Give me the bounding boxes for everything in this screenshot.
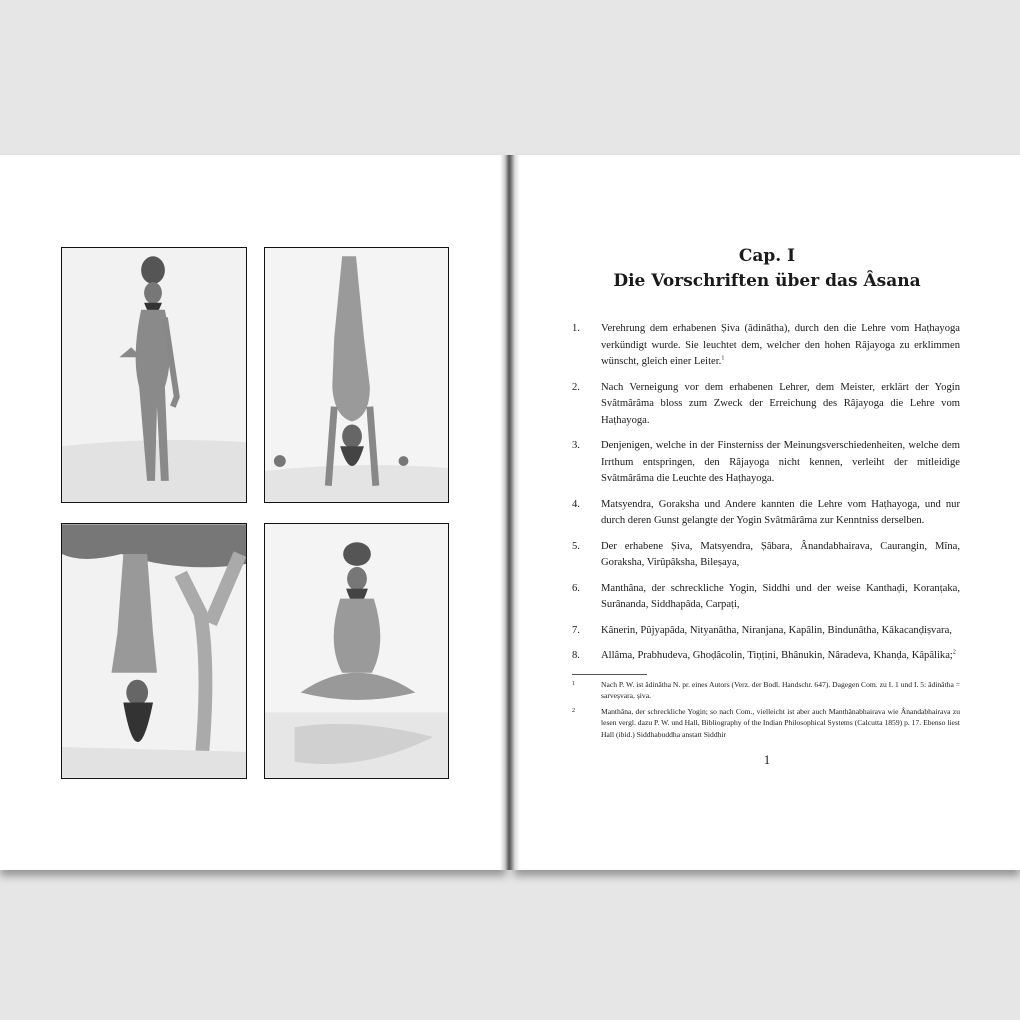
verse-item (572, 321, 960, 371)
illustration-headstand-yogin (264, 247, 449, 503)
verse-text (601, 321, 960, 371)
footnote-number: 2 (572, 707, 575, 714)
verse-text (601, 539, 960, 572)
verse-list (572, 321, 960, 665)
verse-body: Manthâna, der schreckliche Yogin, Siddhi und der weise Kanthaḍi, Koranṭaka, Surânanda, Siddhapâda, Carpaṭi, (601, 582, 960, 610)
verse-body: Kânerin, Pûjyapâda, Nityanâtha, Niranjana, Kapâlin, Bindunâtha, Kâkacanḍiṣvara, (601, 624, 952, 636)
verse-item (572, 497, 960, 530)
footnote-rule (572, 674, 647, 675)
verse-number: 1. (572, 323, 580, 334)
verse-text (601, 648, 960, 665)
verse-text (601, 581, 960, 614)
verse-item (572, 581, 960, 614)
footnotes (572, 679, 960, 741)
text-column (572, 321, 960, 768)
footnote-number: 1 (572, 680, 575, 687)
verse-item (572, 438, 960, 488)
verse-body: Nach Verneigung vor dem erhabenen Lehrer, dem Meister, erklärt der Yogin Svâtmârâma bloss zum Zweck der Erreichung des Râjayoga die Lehre vom Haṭhayoga. (601, 381, 960, 426)
verse-body: Der erhabene Șiva, Matsyendra, Șâbara, Ânandabhairava, Caurangin, Mîna, Goraksha, Virûpâksha, Bileșaya, (601, 540, 960, 568)
verse-number: 2. (572, 381, 580, 393)
illustration-seated-yogin (264, 523, 449, 779)
verse-body: Verehrung dem erhabenen Șiva (âdinâtha), durch den die Lehre vom Haṭhayoga verkündigt wurde. Sie leuchtet dem, welcher den hohen Râjayoga zu erklimmen wünscht, gleich einer Leiter. (601, 323, 960, 367)
verse-number: 5. (572, 540, 580, 552)
verse-item (572, 539, 960, 572)
verse-number: 8. (572, 650, 580, 661)
chapter-title: Die Vorschriften über das Âsana (613, 271, 921, 291)
chapter-label: Cap. I (738, 246, 796, 266)
verse-text (601, 497, 960, 530)
footnote (572, 706, 960, 741)
verse-text (601, 380, 960, 430)
verse-text (601, 438, 960, 488)
verse-body: Matsyendra, Goraksha und Andere kannten die Lehre vom Haṭhayoga, und nur durch deren Gunst gelangte der Yogin Svâtmârâma zur Kenntniss derselben. (601, 498, 960, 526)
verse-item (572, 623, 960, 640)
verse-text (601, 623, 960, 640)
footnote-text: Manthâna, der schreckliche Yogin; so nach Com., vielleicht ist aber auch Manthânabhairava wie Ânandabhairava zu lesen vergl. dazu P. W. und Hall, Bibliography of the Indian Philosophical Systems (Calcutta 1859) p. 17. Ebenso liest Hall (ibid.) Siddhabuddha anstatt Siddhir (601, 706, 960, 739)
footnote-ref[interactable]: 1 (721, 355, 725, 362)
footnote (572, 679, 960, 702)
footnote-text: Nach P. W. ist âdinâtha N. pr. eines Autors (Verz. der Bodl. Handschr. 647). Dagegen Com. zu I. 1 und I. 5: âdinâtha = sarveșvara, șiva. (601, 679, 961, 700)
verse-body: Allâma, Prabhudeva, Ghoḍâcolin, Tiṇṭini, Bhânukin, Nâradeva, Khanḍa, Kâpâlika; (601, 650, 953, 661)
footnote-ref[interactable]: 2 (952, 649, 956, 656)
verse-number: 3. (572, 440, 580, 451)
verse-item (572, 648, 960, 665)
illustration-standing-yogin (61, 247, 247, 503)
verse-number: 6. (572, 582, 580, 594)
verse-item (572, 380, 960, 430)
verse-body: Denjenigen, welche in der Finsterniss der Meinungsverschiedenheiten, welche dem Irrthum entspringen, den Râjayoga nicht kennen, verleiht der mitleidige Svâtmârâma die Leuchte des Haṭhayoga. (601, 440, 960, 484)
verse-number: 4. (572, 498, 580, 510)
page-number: 1 (763, 752, 771, 767)
illustration-hanging-yogin (61, 523, 247, 779)
verse-number: 7. (572, 624, 580, 636)
